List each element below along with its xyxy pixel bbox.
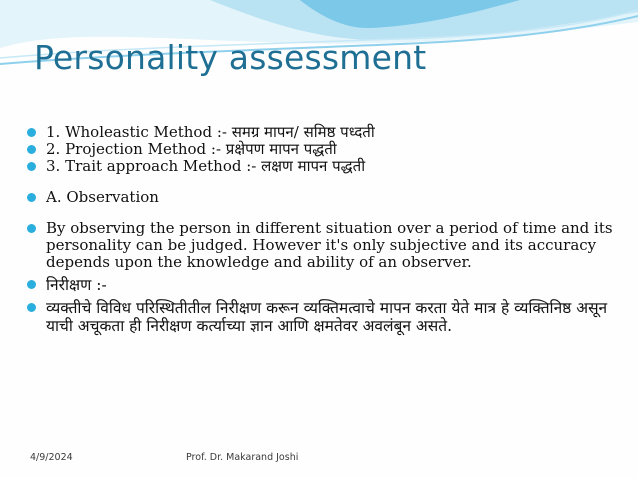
bullet-icon bbox=[27, 193, 36, 202]
list-item bbox=[26, 276, 616, 294]
list-item-text: 3. Trait approach Method :- लक्षण मापन पद्धती bbox=[46, 157, 366, 175]
list-item-text: 2. Projection Method :- प्रक्षेपण मापन पद्धती bbox=[46, 140, 337, 158]
list-item bbox=[26, 220, 616, 271]
list-item bbox=[26, 124, 616, 141]
slide-title: Personality assessment bbox=[34, 38, 427, 77]
bullet-list bbox=[26, 124, 616, 335]
bullet-icon bbox=[27, 303, 36, 312]
list-item-text: निरीक्षण :- bbox=[46, 276, 107, 294]
bullet-icon bbox=[27, 224, 36, 233]
list-item bbox=[26, 141, 616, 158]
list-item-text: A. Observation bbox=[46, 188, 159, 206]
list-item bbox=[26, 158, 616, 175]
list-item-text: 1. Wholeastic Method :- समग्र मापन/ समिष्ठ पध्दती bbox=[46, 123, 375, 141]
list-item bbox=[26, 189, 616, 206]
list-item-text: व्यक्तीचे विविध परिस्थितीतील निरीक्षण करून व्यक्तिमत्वाचे मापन करता येते मात्र हे व्यक्तिनिष्ठ असून याची अचूकता ही निरीक्षण कर्त्याच्या ज्ञान आणि क्षमतेवर अवलंबून असते. bbox=[46, 299, 608, 335]
bullet-icon bbox=[27, 162, 36, 171]
bullet-icon bbox=[27, 145, 36, 154]
bullet-icon bbox=[27, 128, 36, 137]
footer-date: 4/9/2024 bbox=[30, 452, 73, 463]
list-item bbox=[26, 299, 616, 335]
list-item-text: By observing the person in different situation over a period of time and its personality can be judged. However it's only subjective and its accuracy depends upon the knowledge and ability of an observer. bbox=[46, 219, 613, 271]
bullet-icon bbox=[27, 280, 36, 289]
footer-author: Prof. Dr. Makarand Joshi bbox=[186, 452, 299, 463]
